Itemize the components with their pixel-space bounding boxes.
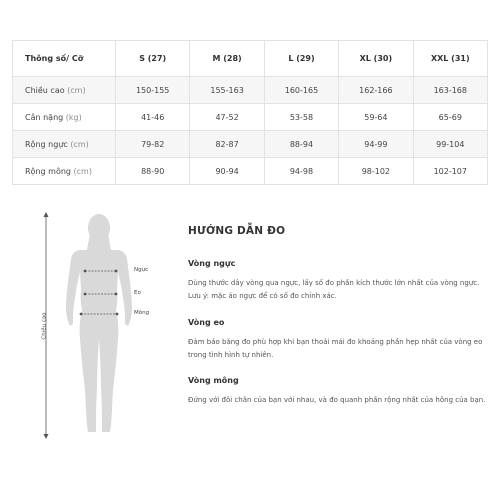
table-cell: 90-94 — [190, 158, 264, 185]
table-row — [13, 77, 488, 104]
table-cell: 94-99 — [339, 131, 413, 158]
column-header-xxl: XXL (31) — [413, 41, 487, 77]
table-cell: 160-165 — [264, 77, 338, 104]
guide-section-chest — [188, 259, 488, 302]
row-label: Rộng mông (cm) — [13, 158, 116, 185]
waist-label: Eo — [134, 290, 141, 296]
measurement-figure — [30, 210, 180, 445]
section-heading: Vòng mông — [188, 376, 239, 385]
table-row — [13, 104, 488, 131]
size-table-container — [12, 40, 488, 185]
measurement-guide — [188, 225, 488, 404]
table-cell: 162-166 — [339, 77, 413, 104]
hip-label: Mông — [134, 310, 150, 316]
guide-section-hip — [188, 376, 488, 407]
table-cell: 155-163 — [190, 77, 264, 104]
size-table — [12, 40, 488, 185]
section-text: Đảm bảo băng đo phù hợp khi bạn thoải mái đo khoảng phần hẹp nhất của vòng eo trong tình hình tự nhiên. — [188, 338, 483, 359]
column-header-l: L (29) — [264, 41, 338, 77]
table-cell: 47-52 — [190, 104, 264, 131]
table-cell: 82-87 — [190, 131, 264, 158]
table-cell: 99-104 — [413, 131, 487, 158]
section-heading: Vòng ngực — [188, 259, 236, 268]
column-header-m: M (28) — [190, 41, 264, 77]
column-header-s: S (27) — [116, 41, 190, 77]
table-row — [13, 158, 488, 185]
table-cell: 102-107 — [413, 158, 487, 185]
column-header: Thông số/ Cỡ — [13, 41, 116, 77]
table-cell: 79-82 — [116, 131, 190, 158]
table-cell: 98-102 — [339, 158, 413, 185]
table-cell: 88-90 — [116, 158, 190, 185]
table-header-row — [13, 41, 488, 77]
table-cell: 88-94 — [264, 131, 338, 158]
table-cell: 65-69 — [413, 104, 487, 131]
row-label: Rộng ngực (cm) — [13, 131, 116, 158]
table-cell: 53-58 — [264, 104, 338, 131]
row-label: Chiều cao (cm) — [13, 77, 116, 104]
section-text: Đứng với đôi chân của bạn với nhau, và đo quanh phần rộng nhất của hông của bạn. — [188, 396, 486, 404]
table-cell: 41-46 — [116, 104, 190, 131]
table-cell: 150-155 — [116, 77, 190, 104]
table-cell: 59-64 — [339, 104, 413, 131]
section-text: Dùng thước dây vòng qua ngực, lấy số đo phần kích thước lớn nhất của vòng ngực. Lưu ý: mặc áo ngực để có số đo chính xác. — [188, 279, 480, 300]
section-heading: Vòng eo — [188, 318, 225, 327]
column-header-xl: XL (30) — [339, 41, 413, 77]
table-cell: 94-98 — [264, 158, 338, 185]
table-cell: 163-168 — [413, 77, 487, 104]
guide-title: HƯỚNG DẪN ĐO — [188, 225, 286, 237]
row-label: Cân nặng (kg) — [13, 104, 116, 131]
height-label: Chiều cao — [41, 312, 48, 340]
chest-label: Ngực — [134, 267, 149, 273]
table-row — [13, 131, 488, 158]
guide-section-waist — [188, 318, 488, 361]
body-silhouette-icon — [30, 210, 180, 445]
